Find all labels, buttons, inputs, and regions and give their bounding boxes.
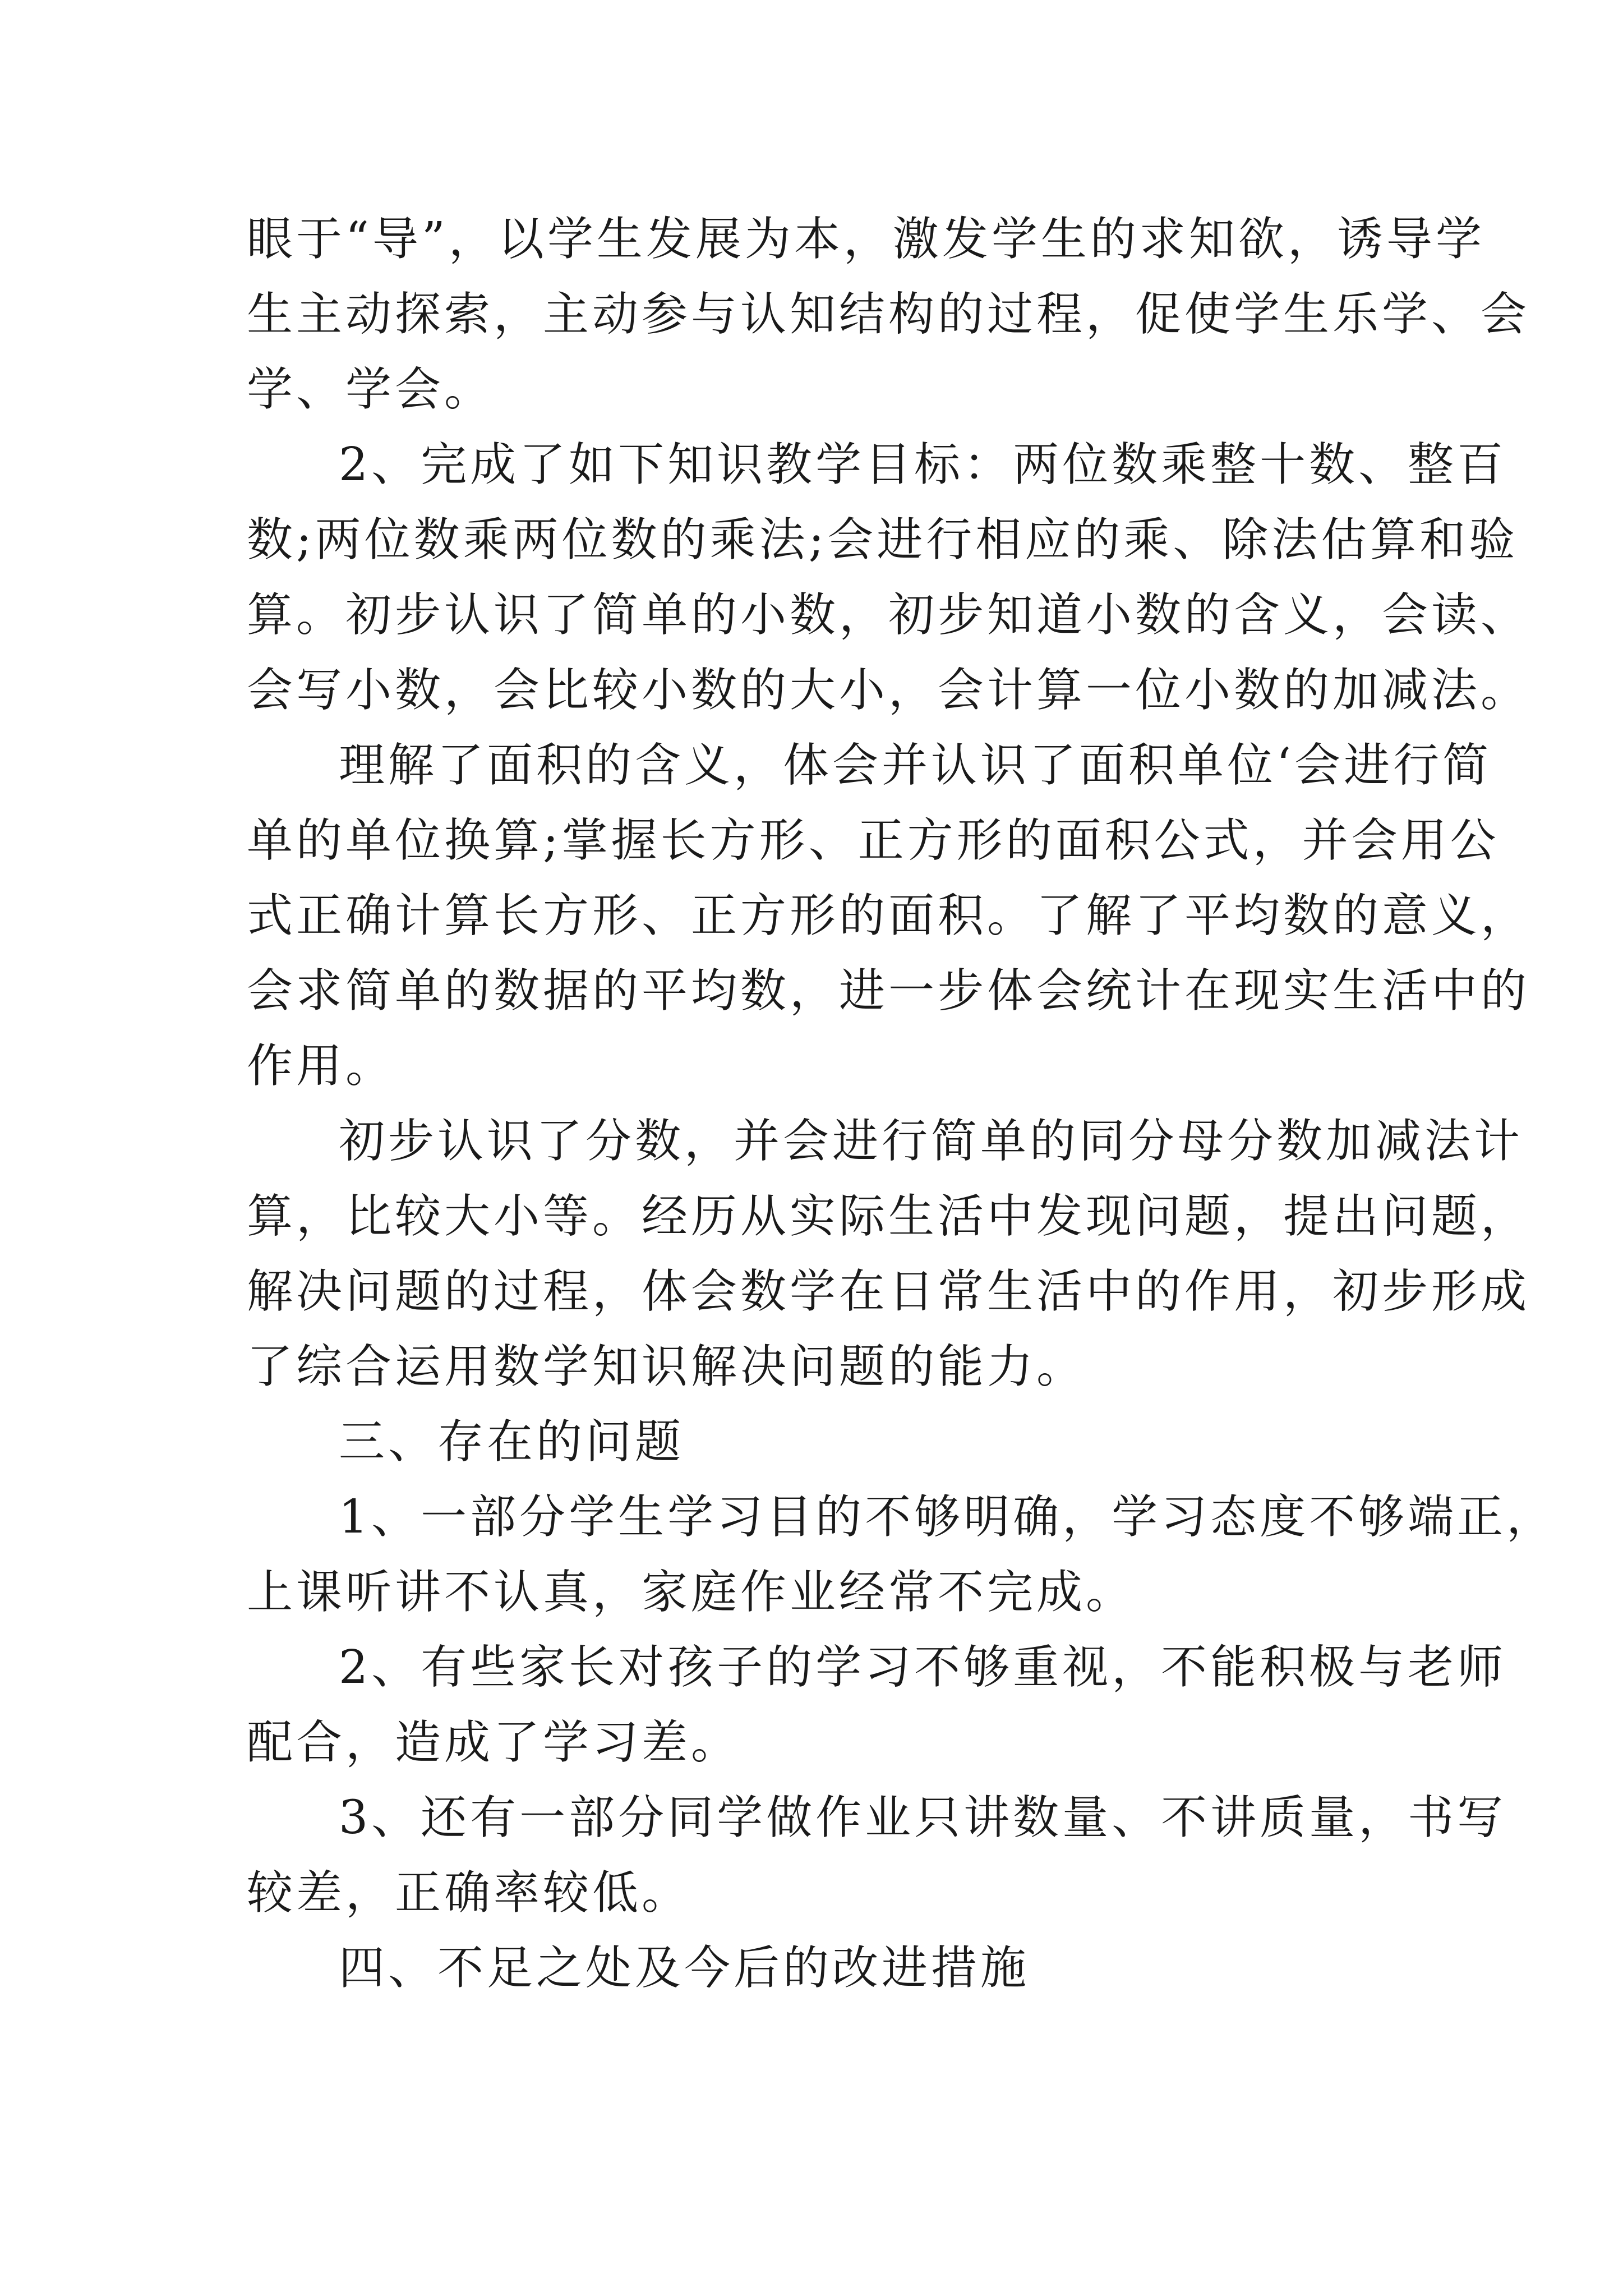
text-line: 3、还有一部分同学做作业只讲数量、不讲质量，书写 [339, 1791, 1507, 1844]
text-line: 算。初步认识了简单的小数，初步知道小数的含义，会读、 [247, 588, 1530, 642]
paragraph [247, 1104, 1530, 1405]
text-line: 数;两位数乘两位数的乘法;会进行相应的乘、除法估算和验 [247, 513, 1519, 567]
text-line: 作用。 [247, 1039, 395, 1093]
paragraph [247, 1931, 1408, 2006]
text-line: 四、不足之处及今后的改进措施 [339, 1941, 1030, 1995]
paragraph [247, 1780, 1507, 1931]
paragraph [247, 1405, 1408, 1480]
paragraph [247, 728, 1530, 1104]
text-line: 2、有些家长对孩子的学习不够重视，不能积极与老师 [339, 1641, 1507, 1694]
paragraph [247, 427, 1530, 728]
text-line: 单的单位换算;掌握长方形、正方形的面积公式，并会用公 [247, 814, 1500, 867]
text-line: 式正确计算长方形、正方形的面积。了解了平均数的意义， [247, 889, 1530, 942]
text-line: 会写小数，会比较小数的大小，会计算一位小数的加减法。 [247, 664, 1530, 717]
paragraph [247, 1480, 1556, 1630]
text-line: 算，比较大小等。经历从实际生活中发现问题，提出问题， [247, 1190, 1530, 1243]
text-line: 较差，正确率较低。 [247, 1866, 691, 1920]
text-line: 上课听讲不认真，家庭作业经常不完成。 [247, 1566, 1136, 1619]
text-line: 配合，造成了学习差。 [247, 1716, 741, 1769]
text-line: 眼于“导”，以学生发展为本，激发学生的求知欲，诱导学 [247, 213, 1485, 266]
text-line: 2、完成了如下知识教学目标：两位数乘整十数、整百 [339, 438, 1507, 491]
document-body [247, 202, 1556, 2006]
text-line: 理解了面积的含义，体会并认识了面积单位‘会进行简 [339, 739, 1492, 792]
text-line: 会求简单的数据的平均数，进一步体会统计在现实生活中的 [247, 964, 1530, 1018]
text-line: 1、一部分学生学习目的不够明确，学习态度不够端正， [339, 1490, 1556, 1544]
paragraph [247, 1630, 1507, 1780]
paragraph [247, 202, 1530, 427]
text-line: 了综合运用数学知识解决问题的能力。 [247, 1340, 1086, 1393]
text-line: 三、存在的问题 [339, 1415, 685, 1469]
text-line: 生主动探索，主动参与认知结构的过程，促使学生乐学、会 [247, 288, 1530, 341]
text-line: 解决问题的过程，体会数学在日常生活中的作用，初步形成 [247, 1265, 1530, 1318]
text-line: 初步认识了分数，并会进行简单的同分母分数加减法计 [339, 1115, 1524, 1168]
text-line: 学、学会。 [247, 363, 494, 416]
